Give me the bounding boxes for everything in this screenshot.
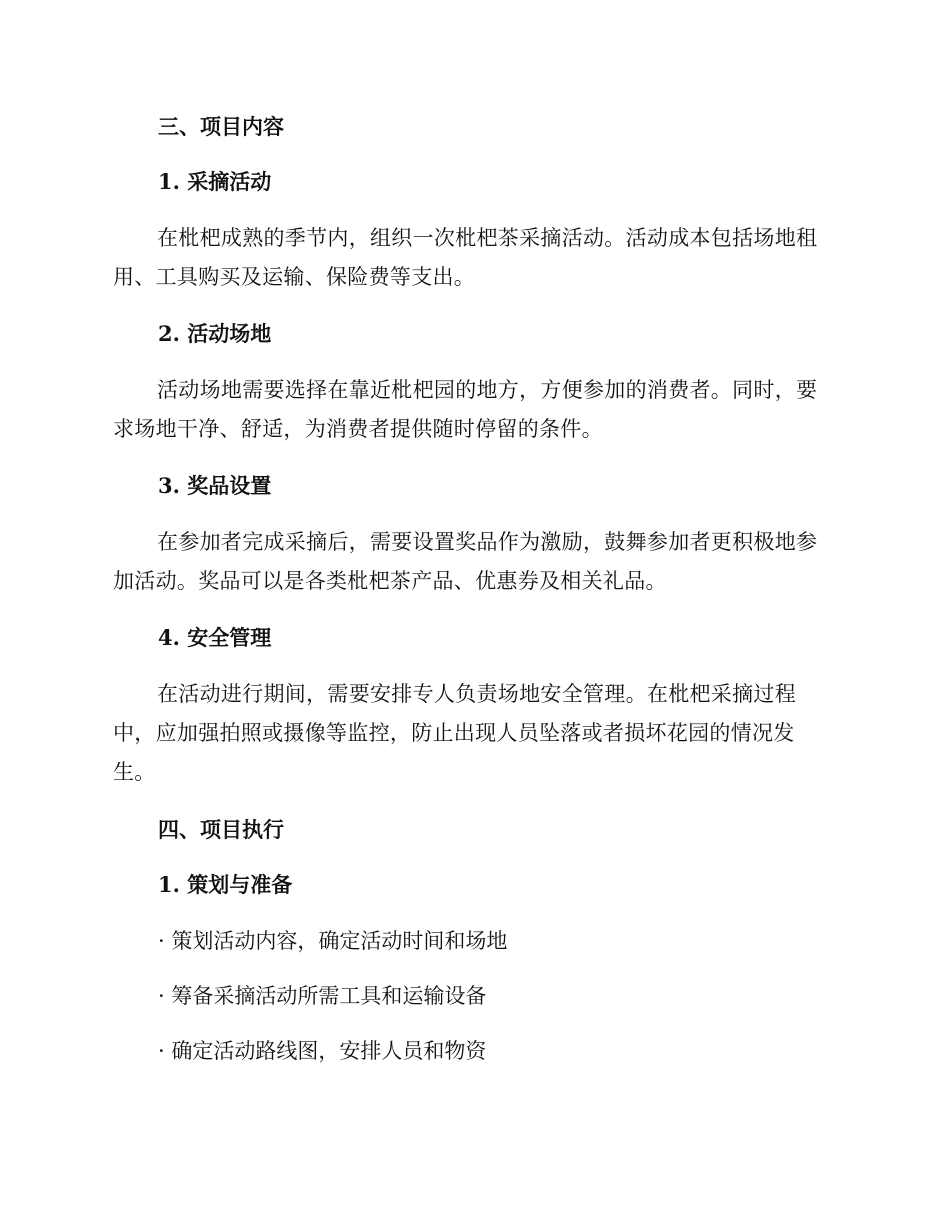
section-heading-project-execution: 四、项目执行 [158,817,284,842]
sub-heading-planning-preparation: 1. 策划与准备 [158,872,293,897]
paragraph-safety-management: 在活动进行期间，需要安排专人负责场地安全管理。在枇杷采摘过程中，应加强拍照或摄像等监控，防止出现人员坠落或者损坏花园的情况发生。 [113,682,796,784]
paragraph-picking-activity: 在枇杷成熟的季节内，组织一次枇杷茶采摘活动。活动成本包括场地租用、工具购买及运输、保险费等支出。 [113,226,818,289]
sub-heading-activity-venue: 2. 活动场地 [158,321,272,346]
paragraph-activity-venue: 活动场地需要选择在靠近枇杷园的地方，方便参加的消费者。同时，要求场地干净、舒适，为消费者提供随时停留的条件。 [113,378,818,441]
section-heading-project-content: 三、项目内容 [158,114,284,139]
bullet-item: · 策划活动内容，确定活动时间和场地 [158,929,508,953]
bullet-item: · 筹备采摘活动所需工具和运输设备 [158,984,487,1008]
sub-heading-picking-activity: 1. 采摘活动 [158,169,272,194]
bullet-item: · 确定活动路线图，安排人员和物资 [158,1039,487,1063]
sub-heading-prize-setup: 3. 奖品设置 [158,473,272,498]
sub-heading-safety-management: 4. 安全管理 [158,625,272,650]
paragraph-prize-setup: 在参加者完成采摘后，需要设置奖品作为激励，鼓舞参加者更积极地参加活动。奖品可以是各类枇杷茶产品、优惠券及相关礼品。 [113,530,818,593]
